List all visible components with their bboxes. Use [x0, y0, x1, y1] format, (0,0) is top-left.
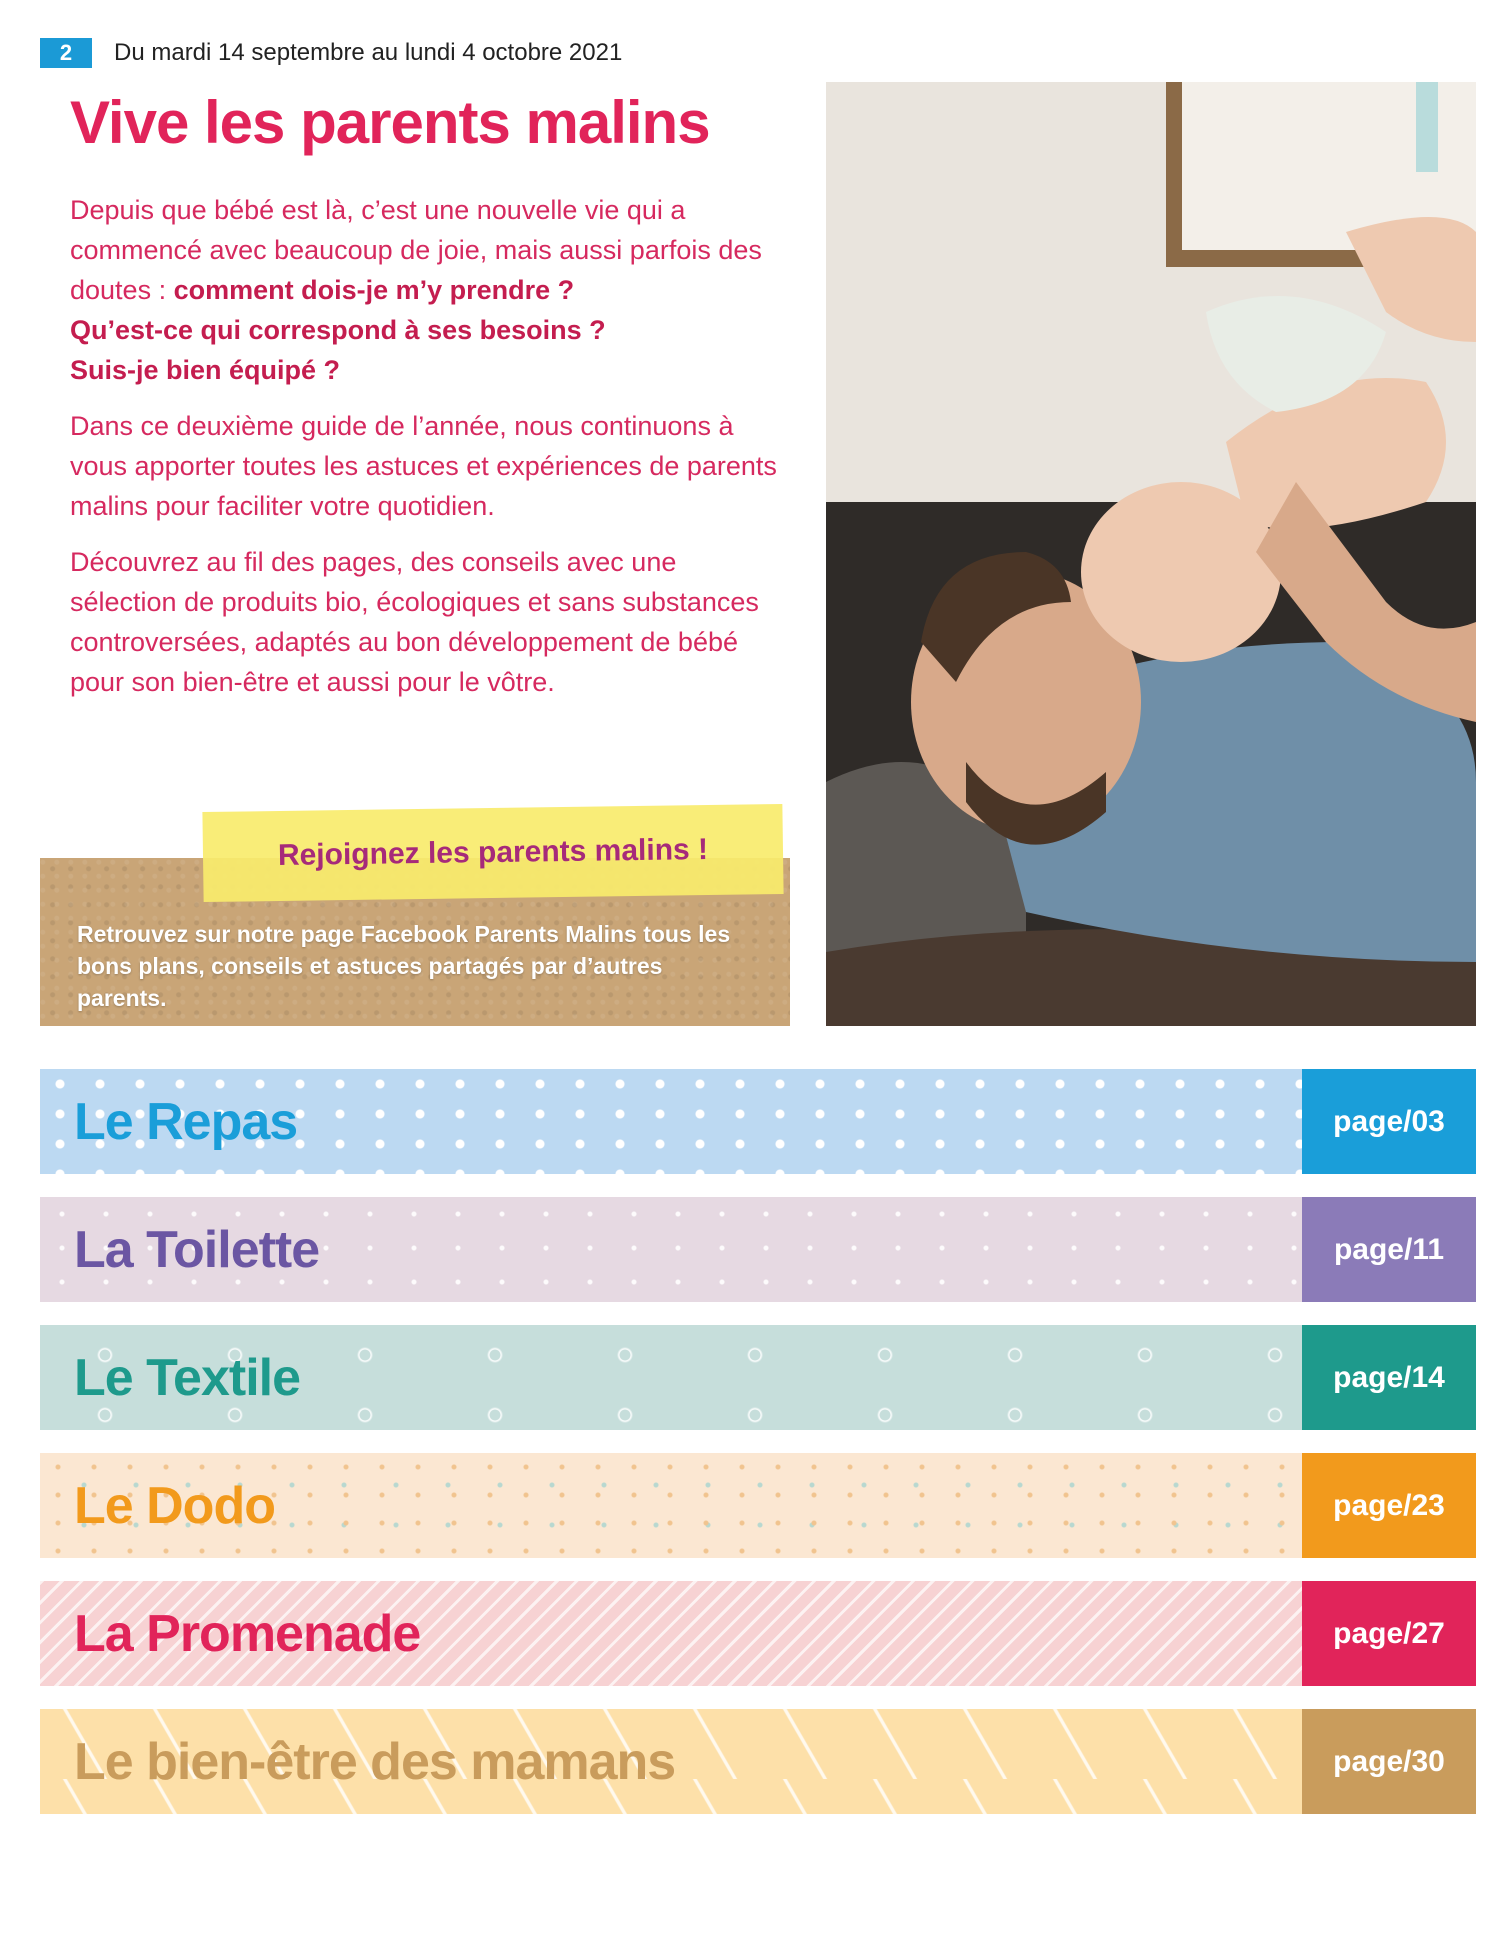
table-of-contents [40, 1069, 1476, 1837]
promo-tape-label: Rejoignez les parents malins ! [277, 832, 709, 873]
intro-paragraph-1 [70, 190, 790, 390]
toc-band [40, 1453, 1302, 1558]
intro-question-1: comment dois-je m’y prendre ? [173, 275, 575, 305]
facebook-promo-text: Retrouvez sur notre page Facebook Parents Malins tous les bons plans, conseils et astuces partagés par d’autres parents. [77, 921, 731, 1011]
toc-label: Le Dodo [74, 1476, 275, 1535]
page-title: Vive les parents malins [70, 89, 710, 156]
father-baby-photo [826, 82, 1476, 1026]
toc-label: La Toilette [74, 1220, 320, 1279]
toc-row-dodo[interactable] [40, 1453, 1476, 1558]
toc-row-toilette[interactable] [40, 1197, 1476, 1302]
toc-label: Le bien-être des mamans [74, 1732, 676, 1791]
toc-page-badge[interactable]: page/30 [1302, 1709, 1476, 1814]
intro-p1-text: Depuis que bébé est là, c’est une nouvelle vie qui a commencé avec beaucoup de joie, mais aussi parfois des doutes : [70, 195, 762, 305]
date-range: Du mardi 14 septembre au lundi 4 octobre 2021 [114, 39, 623, 66]
intro-paragraph-3: Découvrez au fil des pages, des conseils avec une sélection de produits bio, écologiques et sans substances controversées, adaptés au bon développement de bébé pour son bien-être et aussi pour le vôtre. [70, 547, 759, 697]
toc-band [40, 1197, 1302, 1302]
toc-label: Le Repas [74, 1092, 298, 1151]
toc-page-badge[interactable]: page/03 [1302, 1069, 1476, 1174]
toc-page-badge[interactable]: page/27 [1302, 1581, 1476, 1686]
toc-band [40, 1581, 1302, 1686]
toc-band [40, 1325, 1302, 1430]
intro-text [70, 190, 790, 718]
toc-page-badge[interactable]: page/23 [1302, 1453, 1476, 1558]
toc-row-textile[interactable] [40, 1325, 1476, 1430]
toc-band [40, 1709, 1302, 1814]
intro-question-2: Qu’est-ce qui correspond à ses besoins ? [70, 315, 606, 345]
toc-band [40, 1069, 1302, 1174]
toc-label: Le Textile [74, 1348, 301, 1407]
promo-tape-banner [202, 804, 783, 902]
page-number: 2 [40, 38, 92, 68]
toc-row-bien-etre[interactable] [40, 1709, 1476, 1814]
photo-illustration [826, 82, 1476, 1026]
intro-question-3: Suis-je bien équipé ? [70, 355, 341, 385]
toc-row-repas[interactable] [40, 1069, 1476, 1174]
page-header [40, 38, 622, 68]
toc-label: La Promenade [74, 1604, 421, 1663]
intro-paragraph-2: Dans ce deuxième guide de l’année, nous continuons à vous apporter toutes les astuces et expériences de parents malins pour faciliter votre quotidien. [70, 411, 777, 521]
toc-row-promenade[interactable] [40, 1581, 1476, 1686]
toc-page-badge[interactable]: page/11 [1302, 1197, 1476, 1302]
toc-page-badge[interactable]: page/14 [1302, 1325, 1476, 1430]
